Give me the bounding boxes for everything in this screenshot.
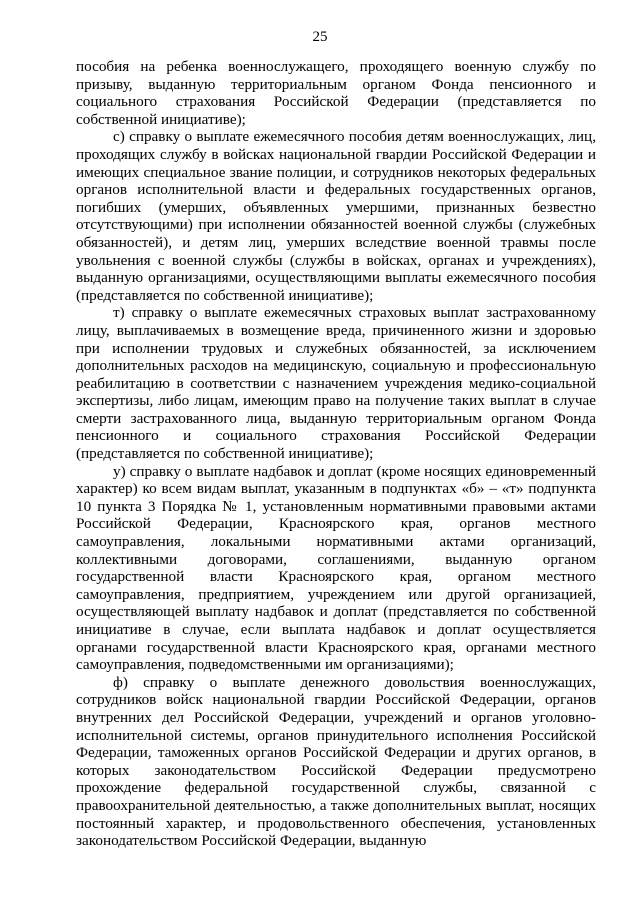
page-number: 25 <box>312 29 328 45</box>
paragraph-item-u: у) справку о выплате надбавок и доплат (кроме носящих единовременный характер) ко всем видам выплат, указанным в подпунктах «б» – «т» подпункта 10 пункта 3 Порядка № 1, установленным нормативными правовыми актами Российской Федерации, Красноярского края, органов местного самоуправления, локальными нормативными актами организаций, коллективными договорами, соглашениями, выданную органом государственной власти Красноярского края, органом местного самоуправления, предприятием, учреждением или другой организацией, осуществляющей выплату надбавок и доплат (представляется по собственной инициативе в случае, если выплата надбавок и доплат осуществляется органами государственной власти Красноярского края, органами местного самоуправления, подведомственными им организациями); <box>76 462 596 674</box>
document-body <box>76 58 596 850</box>
paragraph-item-f: ф) справку о выплате денежного довольствия военнослужащих, сотрудников войск национальной гвардии Российской Федерации, органов внутренних дел Российской Федерации, учреждений и органов уголовно-исполнительной системы, органов принудительного исполнения Российской Федерации, таможенных органов Российской Федерации и других органов, в которых законодательством Российской Федерации предусмотрено прохождение федеральной государственной службы, связанной с правоохранительной деятельностью, а также дополнительных выплат, носящих постоянный характер, и продовольственного обеспечения, установленных законодательством Российской Федерации, выданную <box>76 673 596 850</box>
paragraph-continuation: пособия на ребенка военнослужащего, проходящего военную службу по призыву, выданную территориальным органом Фонда пенсионного и социального страхования Российской Федерации (представляется по собственной инициативе); <box>76 58 596 128</box>
paragraph-item-t: т) справку о выплате ежемесячных страховых выплат застрахованному лицу, выплачиваемых в возмещение вреда, причиненного жизни и здоровью при исполнении трудовых и служебных обязанностей, за исключением дополнительных расходов на медицинскую, социальную и профессиональную реабилитацию в соответствии с назначением учреждения медико-социальной экспертизы, либо лицам, имеющим право на получение таких выплат в случае смерти застрахованного лица, выданную территориальным органом Фонда пенсионного и социального страхования Российской Федерации (представляется по собственной инициативе); <box>76 304 596 463</box>
paragraph-item-s: с) справку о выплате ежемесячного пособия детям военнослужащих, лиц, проходящих службу в войсках национальной гвардии Российской Федерации и имеющих специальное звание полиции, и сотрудников некоторых федеральных органов исполнительной власти и федеральных государственных органов, погибших (умерших, объявленных умершими, признанных безвестно отсутствующими) при исполнении обязанностей военной службы (служебных обязанностей), и детям лиц, умерших вследствие военной травмы после увольнения с военной службы (службы в войсках, органах и учреждениях), выданную организациями, осуществляющими выплаты ежемесячного пособия (представляется по собственной инициативе); <box>76 128 596 304</box>
